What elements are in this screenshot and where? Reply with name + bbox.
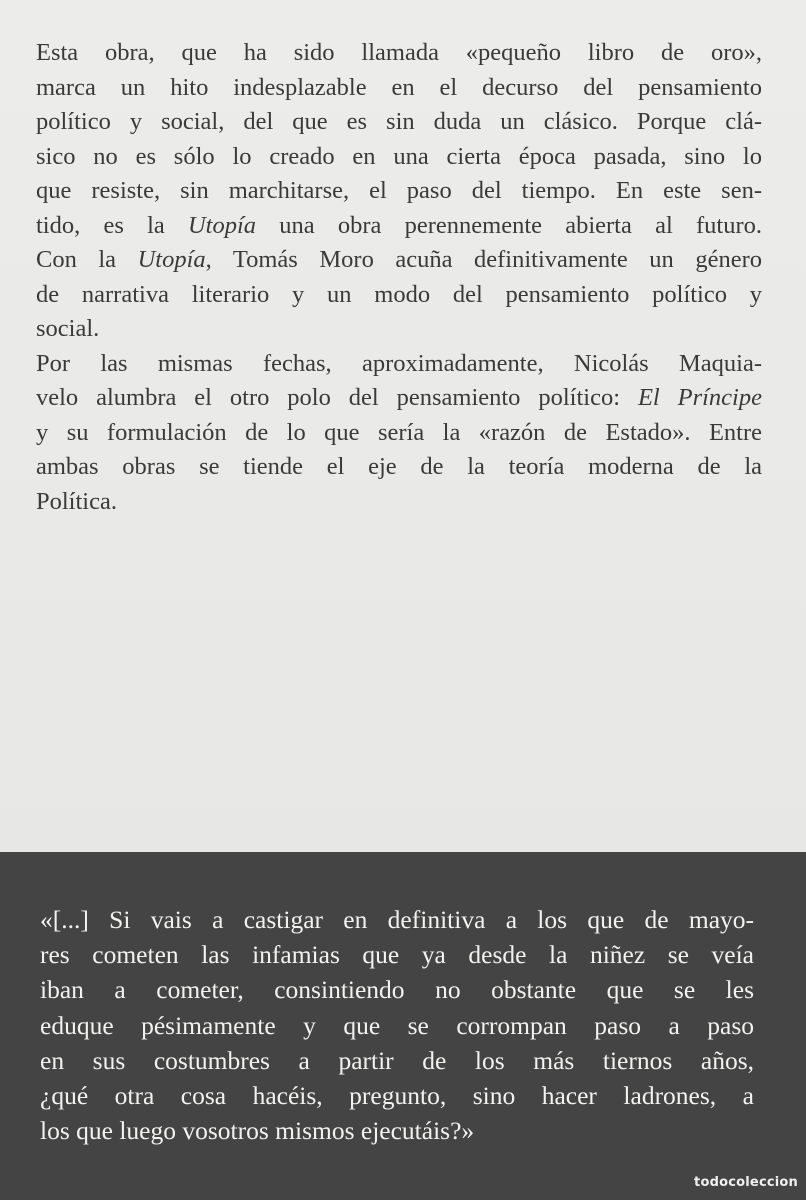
synopsis-paragraph-2 xyxy=(36,347,762,520)
synopsis-line xyxy=(36,140,762,175)
text-run: social. xyxy=(36,315,100,342)
text-run: sico no es sólo lo creado en una cierta época pasada, sino lo xyxy=(36,142,762,170)
synopsis-line xyxy=(36,209,762,244)
text-run: que resiste, sin marchitarse, el paso del tiempo. En este sen- xyxy=(36,177,762,204)
text-run: los que luego vosotros mismos ejecutáis?» xyxy=(40,1116,475,1146)
watermark-text: todocoleccion xyxy=(694,1175,798,1190)
text-run: ¿qué otra cosa hacéis, pregunto, sino hacer ladrones, a xyxy=(40,1081,754,1111)
text-run: una obra perennemente abierta al futuro. xyxy=(256,211,762,239)
synopsis-line xyxy=(36,450,762,485)
synopsis-paragraph-1 xyxy=(36,36,762,347)
text-run: ambas obras se tiende el eje de la teoría moderna de la xyxy=(36,453,762,480)
text-run: y su formulación de lo que sería la «razón de Estado». Entre xyxy=(36,418,762,446)
synopsis-line xyxy=(36,36,762,71)
text-run: marca un hito indesplazable en el decurso del pensamiento xyxy=(36,73,762,101)
quote-text xyxy=(40,902,754,1148)
quote-line xyxy=(40,972,754,1007)
synopsis-line xyxy=(36,105,762,140)
text-run: Por las mismas fechas, aproximadamente, Nicolás Maquia- xyxy=(36,349,762,377)
text-run: Con la xyxy=(36,246,138,273)
synopsis-text xyxy=(36,36,762,519)
italic-title-text: El Príncipe xyxy=(637,384,762,411)
quote-line xyxy=(40,1113,754,1148)
quote-line xyxy=(40,1078,754,1113)
synopsis-line xyxy=(36,381,762,416)
synopsis-line xyxy=(36,416,762,451)
text-run: en sus costumbres a partir de los más tiernos años, xyxy=(40,1045,754,1075)
synopsis-line xyxy=(36,278,762,313)
quote-line xyxy=(40,1043,754,1078)
text-run: res cometen las infamias que ya desde la niñez se veía xyxy=(40,940,754,970)
text-run: , Tomás Moro acuña definitivamente un género xyxy=(205,246,762,273)
synopsis-line xyxy=(36,71,762,106)
text-run: Política. xyxy=(36,487,117,515)
text-run: eduque pésimamente y que se corrompan paso a paso xyxy=(40,1010,754,1040)
quote-line xyxy=(40,1008,754,1043)
quote-line xyxy=(40,937,754,972)
text-run: tido, es la xyxy=(36,211,188,239)
text-run: «[...] Si vais a castigar en definitiva a los que de mayo- xyxy=(40,905,754,934)
synopsis-line xyxy=(36,347,762,382)
text-run: de narrativa literario y un modo del pensamiento político y xyxy=(36,280,762,308)
synopsis-line xyxy=(36,485,762,520)
italic-title-text: Utopía xyxy=(137,246,206,273)
italic-title-text: Utopía xyxy=(187,211,257,239)
quote-line xyxy=(40,902,754,937)
synopsis-line xyxy=(36,312,762,347)
synopsis-line xyxy=(36,243,762,278)
text-run: velo alumbra el otro polo del pensamiento político: xyxy=(36,384,638,411)
text-run: político y social, del que es sin duda un clásico. Porque clá- xyxy=(36,108,762,135)
text-run: Esta obra, que ha sido llamada «pequeño libro de oro», xyxy=(36,39,762,66)
text-run: iban a cometer, consintiendo no obstante que se les xyxy=(40,975,754,1005)
synopsis-line xyxy=(36,174,762,209)
